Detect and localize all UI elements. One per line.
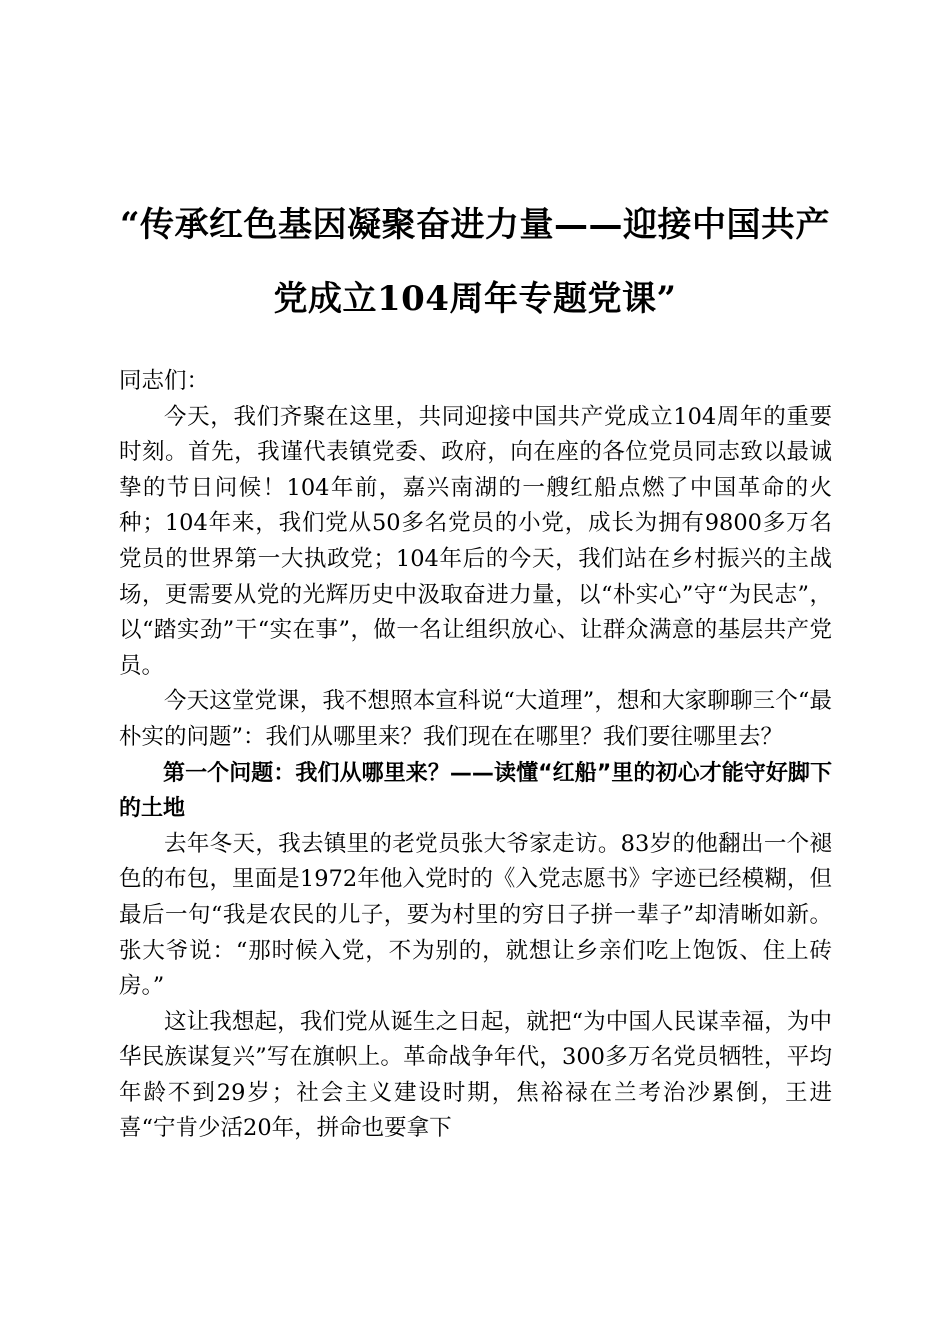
paragraph-history: 这让我想起，我们党从诞生之日起，就把“为中国人民谋幸福，为中华民族谋复兴”写在旗帜上。革命战争年代，300多万名党员牺牲，平均年龄不到29岁；社会主义建设时期，焦裕禄在兰考治沙累倒，王进喜“宁肯少活20年，拼命也要拿下	[119, 1008, 832, 1142]
document-body	[119, 364, 832, 1147]
paragraph-questions: 今天这堂党课，我不想照本宣科说“大道理”，想和大家聊聊三个“最朴实的问题”：我们从哪里来？我们现在在哪里？我们要往哪里去？	[119, 688, 832, 750]
paragraph-story: 去年冬天，我去镇里的老党员张大爷家走访。83岁的他翻出一个褪色的布包，里面是1972年他入党时的《入党志愿书》字迹已经模糊，但最后一句“我是农民的儿子，要为村里的穷日子拼一辈子”却清晰如新。张大爷说：“那时候入党，不为别的，就想让乡亲们吃上饱饭、住上砖房。”	[119, 830, 832, 1000]
document-title: “传承红色基因凝聚奋进力量——迎接中国共产党成立104周年专题党课”	[119, 205, 831, 319]
paragraph-intro: 今天，我们齐聚在这里，共同迎接中国共产党成立104周年的重要时刻。首先，我谨代表镇党委、政府，向在座的各位党员同志致以最诚挚的节日问候！104年前，嘉兴南湖的一艘红船点燃了中国革命的火种；104年来，我们党从50多名党员的小党，成长为拥有9800多万名党员的世界第一大执政党；104年后的今天，我们站在乡村振兴的主战场，更需要从党的光辉历史中汲取奋进力量，以“朴实心”守“为民志”，以“踏实劲”干“实在事”，做一名让组织放心、让群众满意的基层共产党员。	[119, 403, 832, 679]
section-heading: 第一个问题：我们从哪里来？——读懂“红船”里的初心才能守好脚下的土地	[119, 760, 832, 822]
greeting: 同志们：	[119, 368, 210, 394]
